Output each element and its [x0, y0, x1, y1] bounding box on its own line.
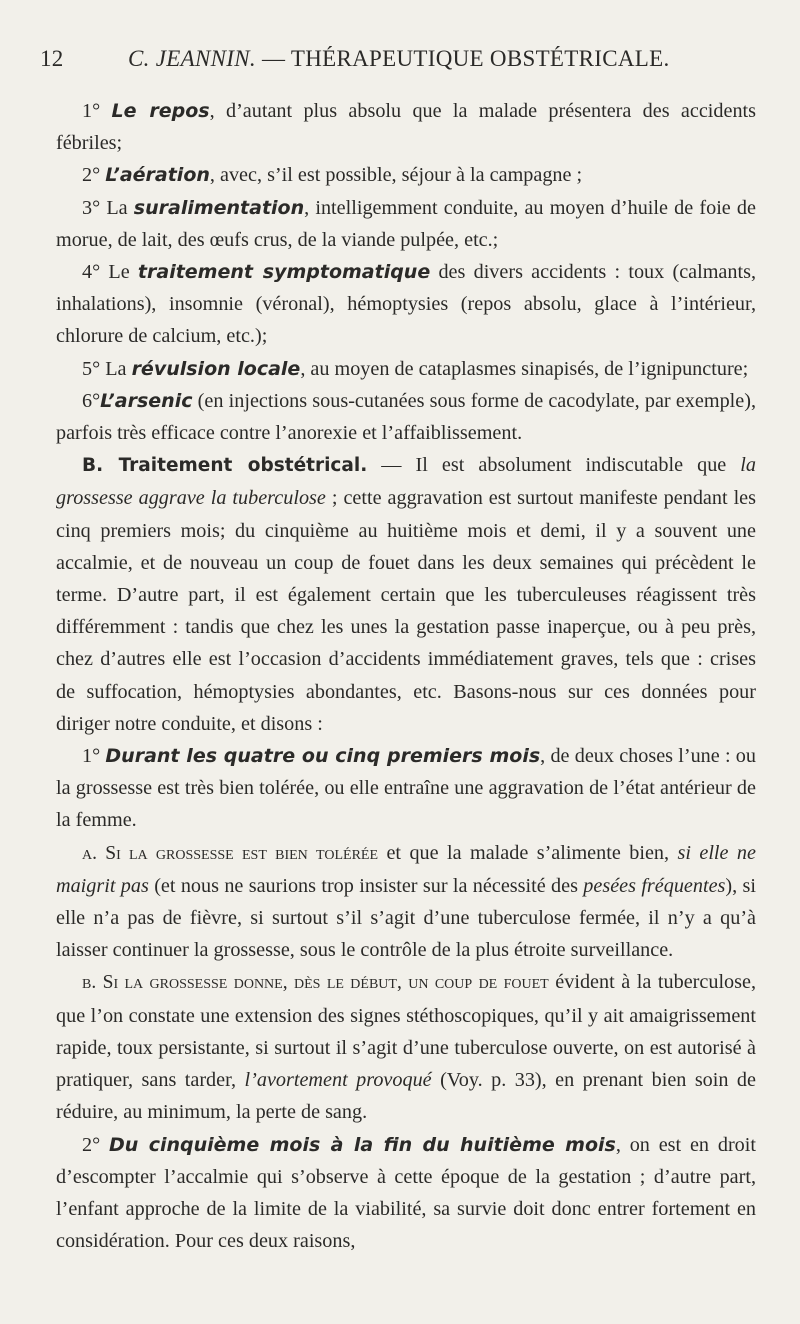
item-text: , avec, s’il est possible, séjour à la campagne ;	[209, 164, 583, 187]
paragraph-beta	[56, 966, 756, 1128]
paragraph-alpha	[56, 837, 756, 967]
section-heading: B. Traitement obstétrical.	[82, 455, 368, 477]
item-number: 5° La	[82, 357, 132, 380]
header-separator: —	[255, 46, 291, 71]
item-number: 2°	[82, 164, 106, 187]
item-number: 3° La	[82, 196, 134, 219]
section-text-intro: — Il est absolument indiscutable que	[367, 454, 741, 477]
page-number: 12	[40, 46, 64, 71]
item-term: Durant les quatre ou cinq premiers mois	[105, 745, 541, 768]
item-term: traitement symptomatique	[137, 261, 431, 284]
item-term: Le repos	[111, 100, 210, 122]
paragraph-suralimentation	[56, 192, 756, 256]
case-italic-1: l’avortement provoqué	[244, 1069, 432, 1092]
running-header	[40, 46, 760, 86]
paragraph-traitement-obstetrical	[56, 449, 756, 740]
item-number: 4° Le	[82, 261, 138, 284]
item-text: , d’autant plus absolu que la malade présentera des accidents fébriles;	[56, 100, 757, 155]
section-text: ; cette aggravation est surtout manifeste pendant les cinq premiers mois; du cinquième au huitième mois et demi, il y a souvent une accalmie, et de nouveau un coup de fouet dans les deux semaines qui précèdent le terme. D’autre part, il est également certain que les tuberculeuses réagissent très différemment : tandis que chez les unes la gestation passe inaperçue, ou à peu près, chez d’autres elle est l’occasion d’accidents immédiatement graves, tels que : crises de suffocation, hémoptysies abondantes, etc. Basons-nous sur ces données pour diriger notre conduite, et disons :	[56, 487, 756, 735]
header-author: C. JEANNIN.	[128, 46, 256, 71]
item-term: L’arsenic	[100, 389, 193, 412]
case-lead: β. Si la grossesse donne, dès le début, un coup de fouet	[82, 972, 549, 994]
item-term: suralimentation	[133, 196, 305, 219]
item-text: , intelligemment conduite, au moyen d’huile de foie de morue, de lait, des œufs crus, de la viande pulpée, etc.;	[56, 196, 756, 251]
item-text: , on est en droit d’escompter l’accalmie qui s’observe à cette époque de la gestation ; d’autre part, l’enfant approche de la limite de la viabilité, sa survie doit donc entrer fortement en considération. Pour ces deux raisons,	[56, 1133, 756, 1253]
item-term: L’aération	[105, 164, 210, 187]
paragraph-repos	[56, 95, 756, 159]
item-text: (en injections sous-cutanées sous forme de cacodylate, par exemple), parfois très efficace contre l’anorexie et l’affaiblissement.	[56, 389, 756, 445]
case-italic-2: pesées fréquentes	[583, 874, 726, 897]
case-text-mid: (et nous ne saurions trop insister sur la nécessité des	[148, 874, 584, 897]
item-text: des divers accidents : toux (calmants, inhalations), insomnie (véronal), hémoptysies (repos absolu, glace à l’intérieur, chlorure de calcium, etc.);	[56, 261, 756, 348]
case-text: évident à la tuberculose, que l’on constate une extension des signes stéthoscopiques, qu’il y ait amaigrissement rapide, toux persistante, si surtout il s’agit d’une tuberculose ouverte, on est autorisé à pratiquer, sans tarder,	[56, 971, 757, 1092]
paragraph-aeration	[56, 159, 756, 191]
page-body	[56, 95, 756, 1257]
paragraph-revulsion	[56, 353, 756, 385]
item-text: , de deux choses l’une : ou la grossesse est très bien tolérée, ou elle entraîne une aggravation de l’état antérieur de la femme.	[56, 745, 756, 832]
paragraph-quatre-cinq-mois	[56, 740, 756, 837]
item-number: 2°	[82, 1133, 109, 1156]
item-term: révulsion locale	[131, 357, 301, 380]
item-term: Du cinquième mois à la fin du huitième mois	[109, 1133, 616, 1156]
paragraph-cinquieme-huitieme	[56, 1129, 756, 1258]
item-number: 6°	[82, 389, 101, 412]
section-italic-phrase: la grossesse aggrave la tuberculose	[56, 454, 756, 510]
item-number: 1°	[82, 100, 112, 122]
case-text: et que la malade s’alimente bien,	[378, 841, 678, 864]
item-text: , au moyen de cataplasmes sinapisés, de l’ignipuncture;	[300, 357, 749, 380]
case-text-rest: (Voy. p. 33), en prenant bien soin de réduire, au minimum, la perte de sang.	[56, 1069, 756, 1124]
case-lead: α. Si la grossesse est bien tolérée	[82, 842, 379, 864]
header-title: THÉRAPEUTIQUE OBSTÉTRICALE.	[290, 46, 670, 71]
case-text-rest: ), si elle n’a pas de fièvre, si surtout s’il s’agit d’une tuberculose fermée, il n’y a qu’à laisser continuer la grossesse, sous le contrôle de la plus étroite surveillance.	[56, 874, 757, 962]
paragraph-traitement-symptomatique	[56, 256, 756, 353]
item-number: 1°	[82, 745, 106, 768]
paragraph-arsenic	[56, 385, 756, 449]
case-italic-1: si elle ne maigrit pas	[56, 841, 756, 897]
running-title	[128, 46, 670, 72]
